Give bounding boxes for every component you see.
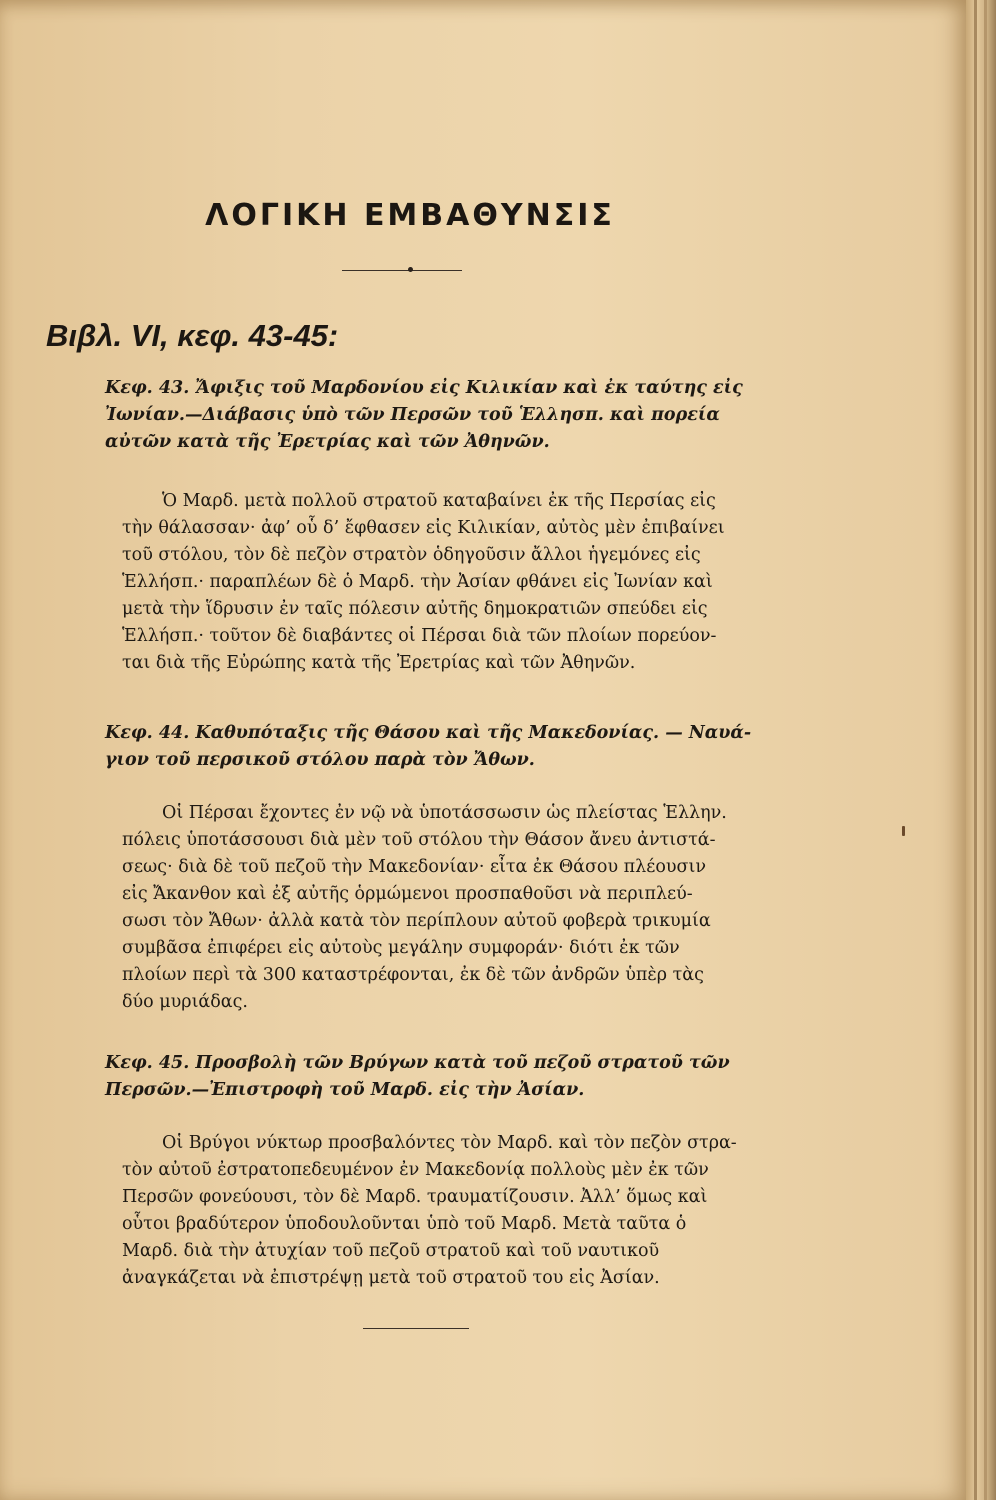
paper-stain (902, 826, 905, 836)
chapter-45-text (122, 1130, 782, 1292)
heading-line: Κεφ. 45. Προσβολὴ τῶν Βρύγων κατὰ τοῦ πεζοῦ στρατοῦ τῶν (105, 1053, 730, 1073)
end-divider (363, 1328, 469, 1329)
heading-line: Κεφ. 43. Ἄφιξις τοῦ Μαρδονίου εἰς Κιλικίαν καὶ ἐκ ταύτης εἰς (105, 378, 743, 398)
text-line: συμβᾶσα ἐπιφέρει εἰς αὐτοὺς μεγάλην συμφοράν· διότι ἐκ τῶν (122, 938, 680, 958)
heading-line: αὐτῶν κατὰ τῆς Ἐρετρίας καὶ τῶν Ἀθηνῶν. (105, 432, 550, 452)
text-line: σεως· διὰ δὲ τοῦ πεζοῦ τὴν Μακεδονίαν· εἶτα ἐκ Θάσου πλέουσιν (122, 857, 706, 877)
chapter-44-text (122, 800, 782, 1016)
text-line: σωσι τὸν Ἄθων· ἀλλὰ κατὰ τὸν περίπλουν αὐτοῦ φοβερὰ τρικυμία (122, 911, 711, 931)
text-line: δύο μυριάδας. (122, 992, 248, 1012)
book-spine (966, 0, 996, 1500)
text-line: ἀναγκάζεται νὰ ἐπιστρέψῃ μετὰ τοῦ στρατοῦ του εἰς Ἀσίαν. (122, 1268, 660, 1288)
text-line: τὸν αὐτοῦ ἐστρατοπεδευμένον ἐν Μακεδονίᾳ πολλοὺς μὲν ἐκ τῶν (122, 1160, 709, 1180)
page-title: ΛΟΓΙΚΗ ΕΜΒΑΘΥΝΣΙΣ (205, 198, 615, 233)
text-line: Ἑλλήσπ.· τοῦτον δὲ διαβάντες οἱ Πέρσαι διὰ τῶν πλοίων πορεύον- (122, 626, 717, 646)
text-line: ται διὰ τῆς Εὐρώπης κατὰ τῆς Ἐρετρίας καὶ τῶν Ἀθηνῶν. (122, 653, 636, 673)
heading-line: γιον τοῦ περσικοῦ στόλου παρὰ τὸν Ἄθων. (105, 750, 535, 770)
chapter-44-heading (105, 720, 795, 774)
text-line: Περσῶν φονεύουσι, τὸν δὲ Μαρδ. τραυματίζουσιν. Ἀλλ’ ὅμως καὶ (122, 1187, 708, 1207)
title-divider-dot (408, 267, 413, 272)
text-line: πλοίων περὶ τὰ 300 καταστρέφονται, ἐκ δὲ τῶν ἀνδρῶν ὑπὲρ τὰς (122, 965, 704, 985)
chapter-45-heading (105, 1050, 795, 1104)
text-line: τοῦ στόλου, τὸν δὲ πεζὸν στρατὸν ὁδηγοῦσιν ἄλλοι ἡγεμόνες εἰς (122, 545, 701, 565)
heading-line: Περσῶν.—Ἐπιστροφὴ τοῦ Μαρδ. εἰς τὴν Ἀσίαν. (105, 1080, 585, 1100)
chapter-43-heading (105, 375, 795, 456)
text-line: Ὁ Μαρδ. μετὰ πολλοῦ στρατοῦ καταβαίνει ἐκ τῆς Περσίας εἰς (162, 491, 716, 511)
text-line: εἰς Ἄκανθον καὶ ἐξ αὐτῆς ὁρμώμενοι προσπαθοῦσι νὰ περιπλεύ- (122, 884, 693, 904)
chapter-43-text (122, 488, 782, 677)
text-line: Μαρδ. διὰ τὴν ἀτυχίαν τοῦ πεζοῦ στρατοῦ καὶ τοῦ ναυτικοῦ (122, 1241, 660, 1261)
heading-line: Κεφ. 44. Καθυπόταξις τῆς Θάσου καὶ τῆς Μακεδονίας. — Ναυά- (105, 723, 752, 743)
text-line: Οἱ Πέρσαι ἔχοντες ἐν νῷ νὰ ὑποτάσσωσιν ὡς πλείστας Ἑλλην. (162, 803, 727, 823)
title-divider (342, 270, 462, 271)
text-line: Ἑλλήσπ.· παραπλέων δὲ ὁ Μαρδ. τὴν Ἀσίαν φθάνει εἰς Ἰωνίαν καὶ (122, 572, 713, 592)
text-line: τὴν θάλασσαν· ἀφ’ οὗ δ’ ἔφθασεν εἰς Κιλικίαν, αὐτὸς μὲν ἐπιβαίνει (122, 518, 725, 538)
text-line: οὗτοι βραδύτερον ὑποδουλοῦνται ὑπὸ τοῦ Μαρδ. Μετὰ ταῦτα ὁ (122, 1214, 687, 1234)
book-reference: Βιβλ. VI, κεφ. 43-45: (46, 318, 339, 353)
text-line: μετὰ τὴν ἵδρυσιν ἐν ταῖς πόλεσιν αὐτῆς δημοκρατιῶν σπεύδει εἰς (122, 599, 708, 619)
text-line: πόλεις ὑποτάσσουσι διὰ μὲν τοῦ στόλου τὴν Θάσον ἄνευ ἀντιστά- (122, 830, 716, 850)
heading-line: Ἰωνίαν.—Διάβασις ὑπὸ τῶν Περσῶν τοῦ Ἑλλησπ. καὶ πορεία (105, 405, 720, 425)
text-line: Οἱ Βρύγοι νύκτωρ προσβαλόντες τὸν Μαρδ. καὶ τὸν πεζὸν στρα- (162, 1133, 737, 1153)
